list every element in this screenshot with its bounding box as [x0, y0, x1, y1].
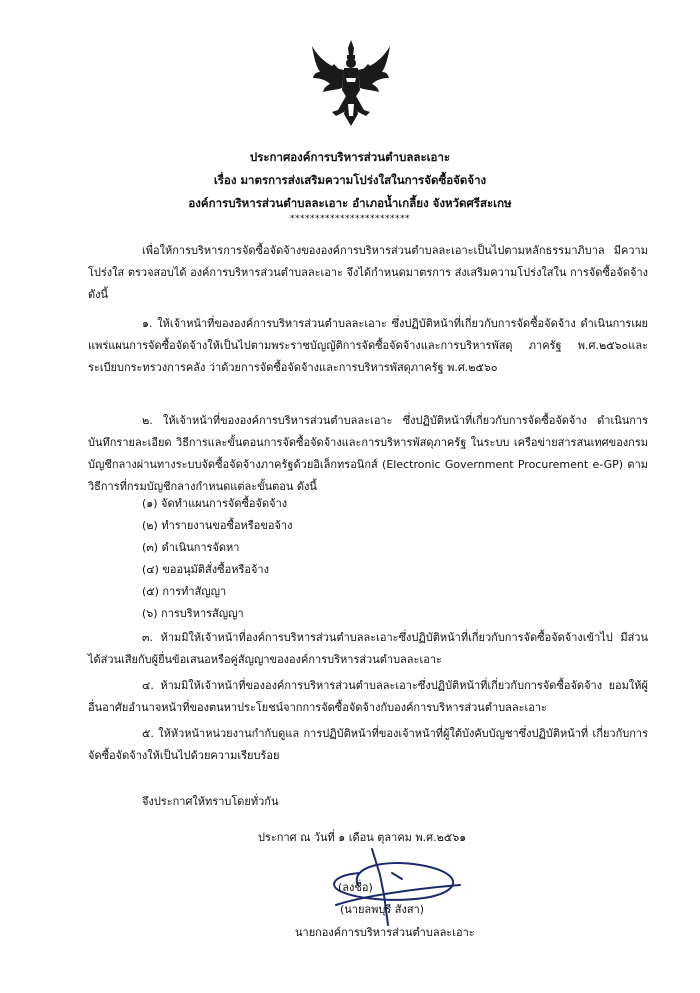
measure-3-text: ๓. ห้ามมิให้เจ้าหน้าที่องค์การบริหารส่วนตำบลละเอาะซึ่งปฏิบัติหน้าที่เกี่ยวกับการจัดซื้อจัดจ้างเข้าไป มีส่วนได้ส่วนเสียกับผู้ยื่นข้อเสนอหรือคู่สัญญาขององค์การบริหารส่วนตำบลละเอาะ: [88, 631, 648, 666]
list-item: (๑) จัดทำแผนการจัดซื้อจัดจ้าง: [142, 497, 288, 510]
procurement-steps-list: [142, 493, 292, 625]
list-item: (๖) การบริหารสัญญา: [142, 607, 244, 620]
intro-text: เพื่อให้การบริหารการจัดซื้อจัดจ้างขององค์การบริหารส่วนตำบลละเอาะเป็นไปตามหลักธรรมาภิบาล มีความโปร่งใส ตรวจสอบได้ องค์การบริหารส่วนตำบลละเอาะ จึงได้กำหนดมาตรการ ส่งเสริมความโปร่งใสใน การจัดซื้อจัดจ้าง ดังนี้: [88, 244, 648, 301]
measure-5-paragraph: [88, 723, 648, 767]
announcement-subject: เรื่อง มาตรการส่งเสริมความโปร่งใสในการจัดซื้อจัดจ้าง: [213, 173, 487, 187]
signatory-name: (นายลพบุรี สังสา): [340, 903, 425, 916]
announcement-title: ประกาศองค์การบริหารส่วนตำบลละเอาะ: [249, 150, 451, 164]
measure-4-paragraph: [88, 675, 648, 719]
list-item: (๒) ทำรายงานขอซื้อหรือขอจ้าง: [142, 519, 293, 532]
measure-1-paragraph: [88, 313, 648, 379]
measure-2-paragraph: [88, 410, 648, 498]
measure-5-text: ๕. ให้หัวหน้าหน่วยงานกำกับดูแล การปฏิบัติหน้าที่ของเจ้าหน้าที่ผู้ใต้บังคับบัญชาซึ่งปฏิบัติหน้าที่ เกี่ยวกับการจัดซื้อจัดจ้างให้เป็นไปด้วยความเรียบร้อย: [88, 727, 648, 762]
intro-paragraph: [88, 240, 648, 306]
signatory-position: นายกองค์การบริหารส่วนตำบลละเอาะ: [295, 926, 475, 939]
announcement-date: ประกาศ ณ วันที่ ๑ เดือน ตุลาคม พ.ศ.๒๕๖๑: [258, 831, 467, 844]
measure-2-text: ๒. ให้เจ้าหน้าที่ขององค์การบริหารส่วนตำบลละเอาะ ซึ่งปฏิบัติหน้าที่เกี่ยวกับการจัดซื้อจัดจ้าง ดำเนินการบันทึกรายละเอียด วิธีการและขั้นตอนการจัดซื้อจัดจ้างและการบริหารพัสดุภาครัฐ ในระบบ เครือข่ายสารสนเทศของกรมบัญชีกลางผ่านทางระบบจัดซื้อจัดจ้างภาครัฐด้วยอิเล็กทรอนิกส์ (Electronic Government Procurement e-GP) ตามวิธีการที่กรมบัญชีกลางกำหนดแต่ละขั้นตอน ดังนี้: [88, 414, 648, 493]
measure-3-paragraph: [88, 627, 648, 671]
list-item: (๕) การทำสัญญา: [142, 585, 227, 598]
garuda-emblem-icon: [310, 38, 392, 128]
closing-statement: จึงประกาศให้ทราบโดยทั่วกัน: [142, 795, 279, 808]
list-item: (๔) ขออนุมัติสั่งซื้อหรือจ้าง: [142, 563, 269, 576]
signature-label: (ลงชื่อ): [338, 881, 373, 894]
measure-4-text: ๔. ห้ามมิให้เจ้าหน้าที่ขององค์การบริหารส่วนตำบลละเอาะซึ่งปฏิบัติหน้าที่เกี่ยวกับการจัดซื้อจัดจ้าง ยอมให้ผู้อื่นอาศัยอำนาจหน้าที่ของตนหาประโยชน์จากการจัดซื้อจัดจ้างกับองค์การบริหารส่วนตำบลละเอาะ: [88, 679, 648, 714]
announcement-issuer: องค์การบริหารส่วนตำบลละเอาะ อำเภอน้ำเกลี้ยง จังหวัดศรีสะเกษ: [188, 196, 512, 210]
measure-1-text: ๑. ให้เจ้าหน้าที่ขององค์การบริหารส่วนตำบลละเอาะ ซึ่งปฏิบัติหน้าที่เกี่ยวกับการจัดซื้อจัดจ้าง ดำเนินการเผยแพร่แผนการจัดซื้อจัดจ้างให้เป็นไปตามพระราชบัญญัติการจัดซื้อจัดจ้างและการบริหารพัสดุ ภาครัฐ พ.ศ.๒๕๖๐และระเบียบกระทรวงการคลัง ว่าด้วยการจัดซื้อจัดจ้างและการบริหารพัสดุภาครัฐ พ.ศ.๒๕๖๐: [88, 317, 648, 374]
list-item: (๓) ดำเนินการจัดหา: [142, 541, 240, 554]
separator-line: ************************: [290, 214, 410, 224]
